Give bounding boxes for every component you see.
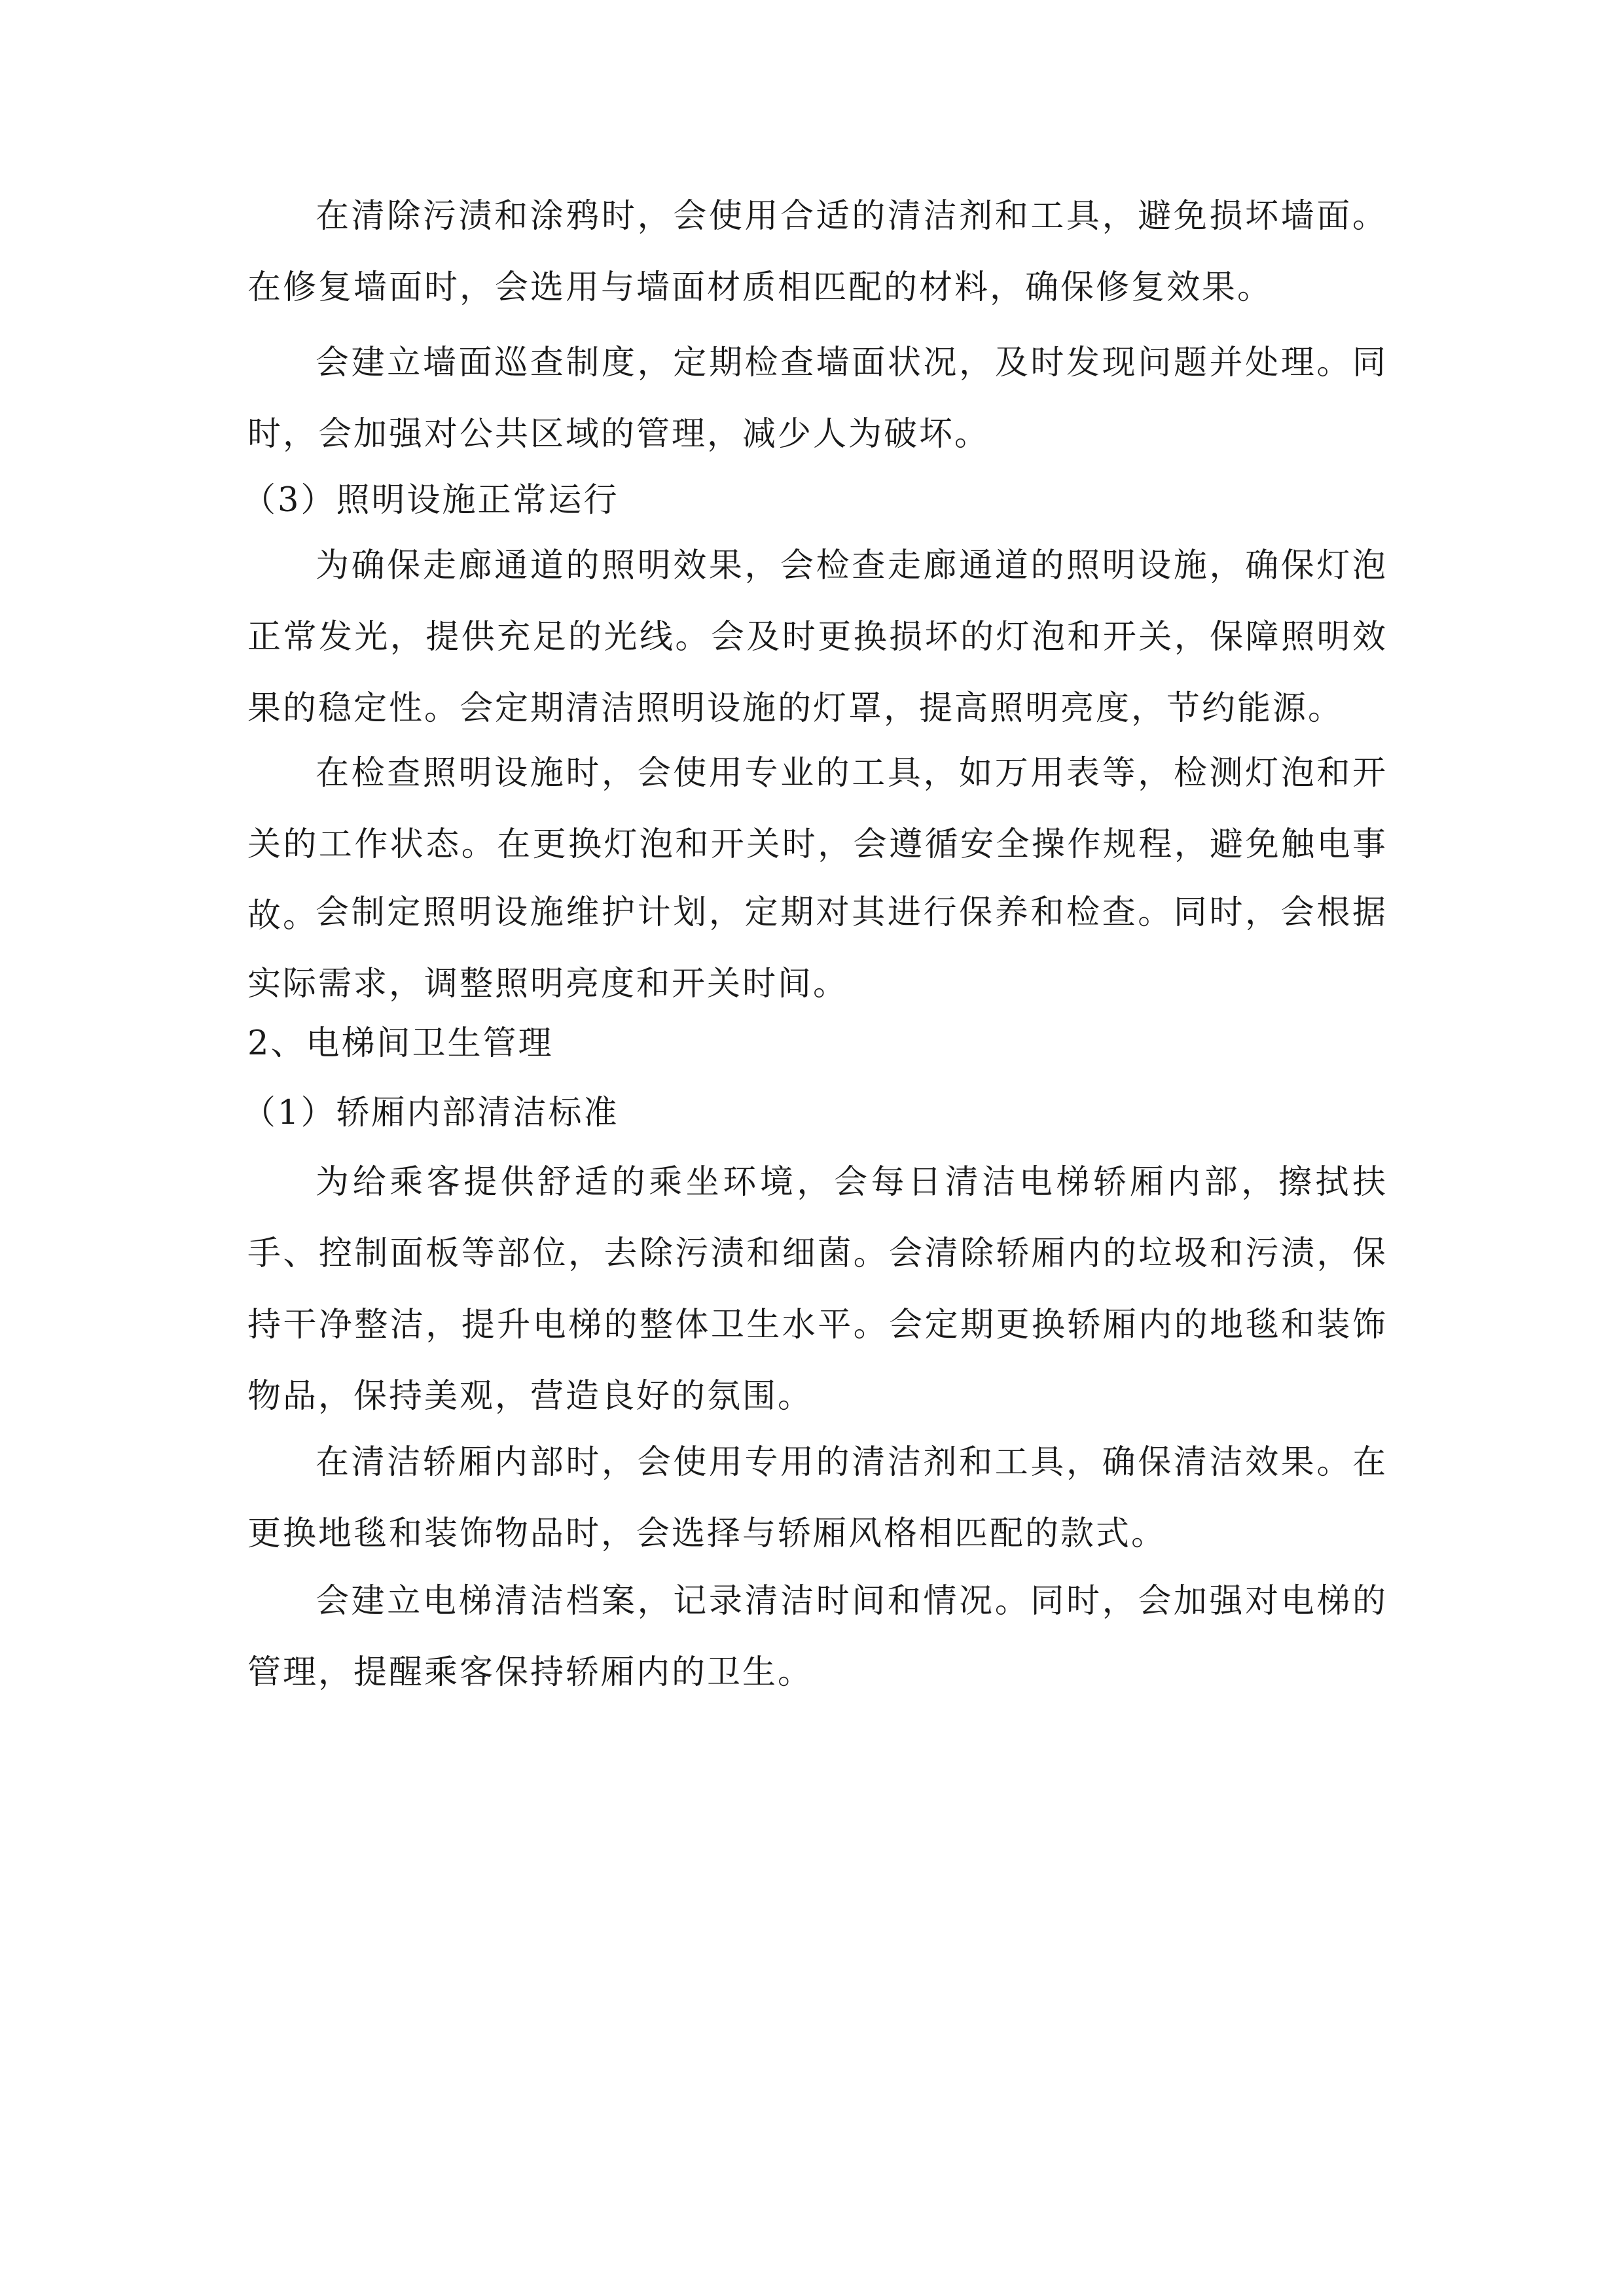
subheading-cabin-cleaning: （1）轿厢内部清洁标准 [242, 1094, 619, 1132]
paragraph-cabin-cleaning: 为给乘客提供舒适的乘坐环境，会每日清洁电梯轿厢内部，擦拭扶手、控制面板等部位，去除污渍和细菌。会清除轿厢内的垃圾和污渍，保持干净整洁，提升电梯的整体卫生水平。会定期更换轿厢内的地毯和装饰物品，保持美观，营造良好的氛围。 [247, 1163, 1388, 1416]
paragraph-wall-cleaning: 在清除污渍和涂鸦时，会使用合适的清洁剂和工具，避免损坏墙面。在修复墙面时，会选用与墙面材质相匹配的材料，确保修复效果。 [247, 197, 1388, 307]
paragraph-elevator-records: 会建立电梯清洁档案，记录清洁时间和情况。同时，会加强对电梯的管理，提醒乘客保持轿厢内的卫生。 [247, 1582, 1388, 1692]
subheading-lighting: （3）照明设施正常运行 [242, 481, 619, 520]
heading-elevator-hygiene: 2、电梯间卫生管理 [247, 1024, 554, 1063]
paragraph-wall-inspection: 会建立墙面巡查制度，定期检查墙面状况，及时发现问题并处理。同时，会加强对公共区域的管理，减少人为破坏。 [247, 344, 1388, 454]
paragraph-lighting-check: 在检查照明设施时，会使用专业的工具，如万用表等，检测灯泡和开关的工作状态。在更换灯泡和开关时，会遵循安全操作规程，避免触电事故。 [247, 754, 1388, 935]
paragraph-cabin-tools: 在清洁轿厢内部时，会使用专用的清洁剂和工具，确保清洁效果。在更换地毯和装饰物品时，会选择与轿厢风格相匹配的款式。 [247, 1443, 1388, 1553]
paragraph-lighting-plan: 会制定照明设施维护计划，定期对其进行保养和检查。同时，会根据实际需求，调整照明亮度和开关时间。 [247, 893, 1388, 1003]
paragraph-lighting-effect: 为确保走廊通道的照明效果，会检查走廊通道的照明设施，确保灯泡正常发光，提供充足的光线。会及时更换损坏的灯泡和开关，保障照明效果的稳定性。会定期清洁照明设施的灯罩，提高照明亮度，节约能源。 [247, 547, 1388, 728]
